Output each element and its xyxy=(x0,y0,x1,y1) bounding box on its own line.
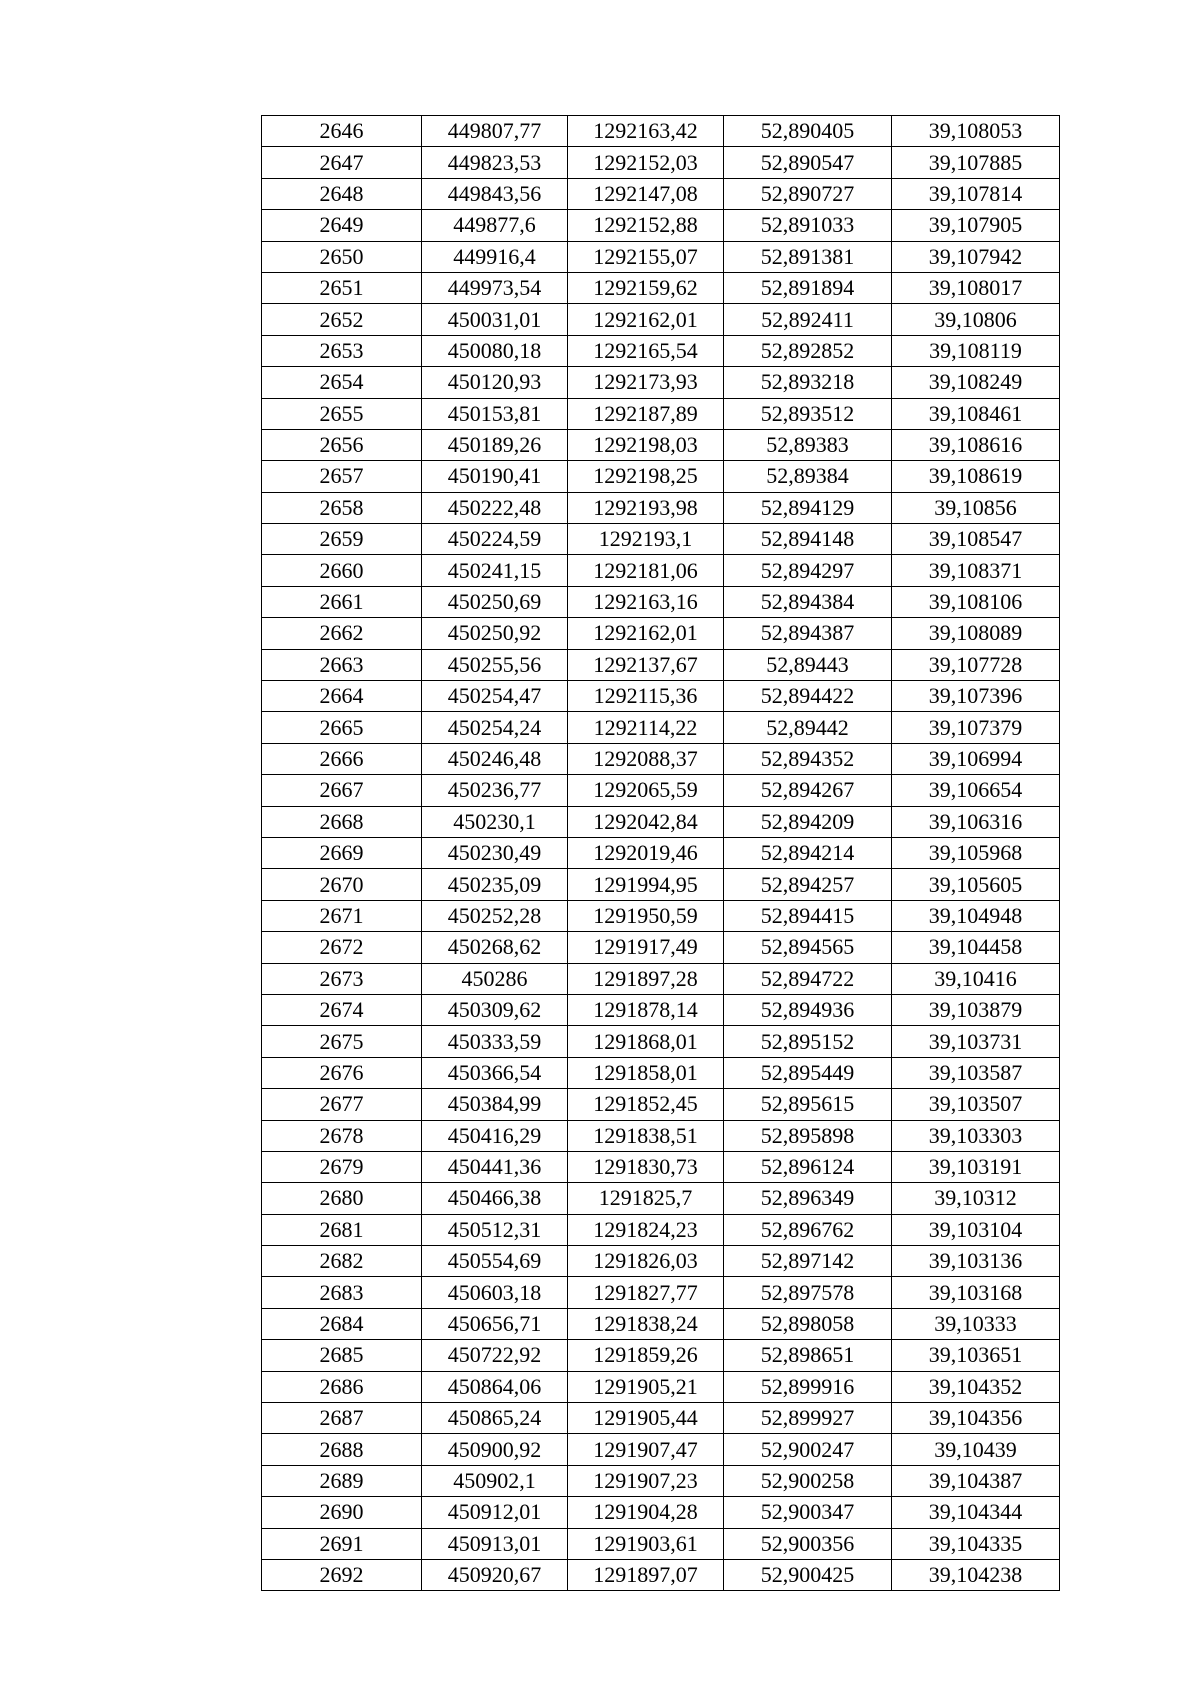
y-coordinate-cell: 1292155,07 xyxy=(568,241,724,272)
x-coordinate-cell: 450250,92 xyxy=(422,618,568,649)
latitude-cell: 52,894415 xyxy=(724,900,892,931)
y-coordinate-cell: 1292163,16 xyxy=(568,586,724,617)
longitude-cell: 39,103731 xyxy=(892,1026,1060,1057)
longitude-cell: 39,108119 xyxy=(892,335,1060,366)
longitude-cell: 39,104344 xyxy=(892,1497,1060,1528)
longitude-cell: 39,108106 xyxy=(892,586,1060,617)
longitude-cell: 39,108249 xyxy=(892,367,1060,398)
latitude-cell: 52,89442 xyxy=(724,712,892,743)
latitude-cell: 52,900347 xyxy=(724,1497,892,1528)
x-coordinate-cell: 450333,59 xyxy=(422,1026,568,1057)
longitude-cell: 39,10416 xyxy=(892,963,1060,994)
latitude-cell: 52,894129 xyxy=(724,492,892,523)
y-coordinate-cell: 1292114,22 xyxy=(568,712,724,743)
latitude-cell: 52,900425 xyxy=(724,1559,892,1590)
latitude-cell: 52,892411 xyxy=(724,304,892,335)
latitude-cell: 52,890727 xyxy=(724,178,892,209)
point-number-cell: 2670 xyxy=(262,869,422,900)
table-row xyxy=(262,743,1060,774)
x-coordinate-cell: 450900,92 xyxy=(422,1434,568,1465)
longitude-cell: 39,106654 xyxy=(892,775,1060,806)
latitude-cell: 52,890547 xyxy=(724,147,892,178)
longitude-cell: 39,107814 xyxy=(892,178,1060,209)
latitude-cell: 52,894936 xyxy=(724,994,892,1025)
point-number-cell: 2677 xyxy=(262,1089,422,1120)
table-row xyxy=(262,1214,1060,1245)
latitude-cell: 52,896349 xyxy=(724,1183,892,1214)
table-row xyxy=(262,555,1060,586)
table-row xyxy=(262,1371,1060,1402)
longitude-cell: 39,108017 xyxy=(892,272,1060,303)
point-number-cell: 2664 xyxy=(262,681,422,712)
y-coordinate-cell: 1292187,89 xyxy=(568,398,724,429)
y-coordinate-cell: 1291903,61 xyxy=(568,1528,724,1559)
x-coordinate-cell: 450466,38 xyxy=(422,1183,568,1214)
x-coordinate-cell: 450254,47 xyxy=(422,681,568,712)
latitude-cell: 52,894267 xyxy=(724,775,892,806)
table-row xyxy=(262,178,1060,209)
longitude-cell: 39,10333 xyxy=(892,1308,1060,1339)
point-number-cell: 2686 xyxy=(262,1371,422,1402)
point-number-cell: 2685 xyxy=(262,1340,422,1371)
y-coordinate-cell: 1292173,93 xyxy=(568,367,724,398)
longitude-cell: 39,104352 xyxy=(892,1371,1060,1402)
longitude-cell: 39,107905 xyxy=(892,210,1060,241)
longitude-cell: 39,103104 xyxy=(892,1214,1060,1245)
y-coordinate-cell: 1291904,28 xyxy=(568,1497,724,1528)
x-coordinate-cell: 450865,24 xyxy=(422,1403,568,1434)
point-number-cell: 2684 xyxy=(262,1308,422,1339)
longitude-cell: 39,104335 xyxy=(892,1528,1060,1559)
longitude-cell: 39,108547 xyxy=(892,524,1060,555)
longitude-cell: 39,103587 xyxy=(892,1057,1060,1088)
point-number-cell: 2680 xyxy=(262,1183,422,1214)
longitude-cell: 39,106316 xyxy=(892,806,1060,837)
point-number-cell: 2666 xyxy=(262,743,422,774)
latitude-cell: 52,894297 xyxy=(724,555,892,586)
x-coordinate-cell: 450031,01 xyxy=(422,304,568,335)
y-coordinate-cell: 1291994,95 xyxy=(568,869,724,900)
y-coordinate-cell: 1292065,59 xyxy=(568,775,724,806)
latitude-cell: 52,895615 xyxy=(724,1089,892,1120)
x-coordinate-cell: 450309,62 xyxy=(422,994,568,1025)
table-row xyxy=(262,1246,1060,1277)
latitude-cell: 52,892852 xyxy=(724,335,892,366)
latitude-cell: 52,893218 xyxy=(724,367,892,398)
x-coordinate-cell: 449843,56 xyxy=(422,178,568,209)
table-row xyxy=(262,147,1060,178)
x-coordinate-cell: 450864,06 xyxy=(422,1371,568,1402)
x-coordinate-cell: 449916,4 xyxy=(422,241,568,272)
longitude-cell: 39,103136 xyxy=(892,1246,1060,1277)
y-coordinate-cell: 1292198,25 xyxy=(568,461,724,492)
longitude-cell: 39,104458 xyxy=(892,932,1060,963)
y-coordinate-cell: 1292152,88 xyxy=(568,210,724,241)
latitude-cell: 52,898058 xyxy=(724,1308,892,1339)
x-coordinate-cell: 450224,59 xyxy=(422,524,568,555)
x-coordinate-cell: 450512,31 xyxy=(422,1214,568,1245)
x-coordinate-cell: 450252,28 xyxy=(422,900,568,931)
x-coordinate-cell: 450250,69 xyxy=(422,586,568,617)
point-number-cell: 2652 xyxy=(262,304,422,335)
table-row xyxy=(262,398,1060,429)
table-row xyxy=(262,1559,1060,1590)
point-number-cell: 2665 xyxy=(262,712,422,743)
table-row xyxy=(262,1340,1060,1371)
x-coordinate-cell: 450236,77 xyxy=(422,775,568,806)
longitude-cell: 39,108461 xyxy=(892,398,1060,429)
y-coordinate-cell: 1291858,01 xyxy=(568,1057,724,1088)
y-coordinate-cell: 1291824,23 xyxy=(568,1214,724,1245)
y-coordinate-cell: 1292137,67 xyxy=(568,649,724,680)
longitude-cell: 39,107379 xyxy=(892,712,1060,743)
longitude-cell: 39,106994 xyxy=(892,743,1060,774)
y-coordinate-cell: 1292152,03 xyxy=(568,147,724,178)
latitude-cell: 52,895152 xyxy=(724,1026,892,1057)
point-number-cell: 2689 xyxy=(262,1465,422,1496)
longitude-cell: 39,10806 xyxy=(892,304,1060,335)
table-row xyxy=(262,116,1060,147)
point-number-cell: 2658 xyxy=(262,492,422,523)
latitude-cell: 52,900258 xyxy=(724,1465,892,1496)
table-row xyxy=(262,712,1060,743)
longitude-cell: 39,10312 xyxy=(892,1183,1060,1214)
latitude-cell: 52,894352 xyxy=(724,743,892,774)
point-number-cell: 2649 xyxy=(262,210,422,241)
longitude-cell: 39,108619 xyxy=(892,461,1060,492)
y-coordinate-cell: 1292193,98 xyxy=(568,492,724,523)
table-row xyxy=(262,304,1060,335)
y-coordinate-cell: 1291878,14 xyxy=(568,994,724,1025)
point-number-cell: 2673 xyxy=(262,963,422,994)
longitude-cell: 39,10856 xyxy=(892,492,1060,523)
latitude-cell: 52,897142 xyxy=(724,1246,892,1277)
latitude-cell: 52,899927 xyxy=(724,1403,892,1434)
longitude-cell: 39,107942 xyxy=(892,241,1060,272)
table-row xyxy=(262,1308,1060,1339)
table-row xyxy=(262,900,1060,931)
x-coordinate-cell: 450235,09 xyxy=(422,869,568,900)
longitude-cell: 39,103303 xyxy=(892,1120,1060,1151)
table-row xyxy=(262,1026,1060,1057)
latitude-cell: 52,900356 xyxy=(724,1528,892,1559)
y-coordinate-cell: 1292163,42 xyxy=(568,116,724,147)
x-coordinate-cell: 450189,26 xyxy=(422,429,568,460)
point-number-cell: 2668 xyxy=(262,806,422,837)
latitude-cell: 52,896762 xyxy=(724,1214,892,1245)
x-coordinate-cell: 450190,41 xyxy=(422,461,568,492)
latitude-cell: 52,897578 xyxy=(724,1277,892,1308)
point-number-cell: 2653 xyxy=(262,335,422,366)
table-row xyxy=(262,869,1060,900)
y-coordinate-cell: 1291897,07 xyxy=(568,1559,724,1590)
point-number-cell: 2669 xyxy=(262,837,422,868)
point-number-cell: 2656 xyxy=(262,429,422,460)
point-number-cell: 2654 xyxy=(262,367,422,398)
point-number-cell: 2661 xyxy=(262,586,422,617)
y-coordinate-cell: 1291905,44 xyxy=(568,1403,724,1434)
latitude-cell: 52,899916 xyxy=(724,1371,892,1402)
longitude-cell: 39,107728 xyxy=(892,649,1060,680)
point-number-cell: 2683 xyxy=(262,1277,422,1308)
point-number-cell: 2687 xyxy=(262,1403,422,1434)
table-row xyxy=(262,649,1060,680)
table-row xyxy=(262,963,1060,994)
point-number-cell: 2657 xyxy=(262,461,422,492)
table-row xyxy=(262,994,1060,1025)
table-row xyxy=(262,1465,1060,1496)
latitude-cell: 52,894209 xyxy=(724,806,892,837)
y-coordinate-cell: 1291838,51 xyxy=(568,1120,724,1151)
point-number-cell: 2692 xyxy=(262,1559,422,1590)
longitude-cell: 39,104948 xyxy=(892,900,1060,931)
x-coordinate-cell: 450246,48 xyxy=(422,743,568,774)
coordinates-table xyxy=(261,115,1060,1591)
y-coordinate-cell: 1292019,46 xyxy=(568,837,724,868)
x-coordinate-cell: 450230,1 xyxy=(422,806,568,837)
y-coordinate-cell: 1291868,01 xyxy=(568,1026,724,1057)
table-row xyxy=(262,241,1060,272)
x-coordinate-cell: 450255,56 xyxy=(422,649,568,680)
longitude-cell: 39,103507 xyxy=(892,1089,1060,1120)
x-coordinate-cell: 449877,6 xyxy=(422,210,568,241)
table-row xyxy=(262,367,1060,398)
y-coordinate-cell: 1291830,73 xyxy=(568,1151,724,1182)
y-coordinate-cell: 1291897,28 xyxy=(568,963,724,994)
latitude-cell: 52,898651 xyxy=(724,1340,892,1371)
table-row xyxy=(262,1528,1060,1559)
latitude-cell: 52,891033 xyxy=(724,210,892,241)
point-number-cell: 2647 xyxy=(262,147,422,178)
x-coordinate-cell: 450722,92 xyxy=(422,1340,568,1371)
point-number-cell: 2660 xyxy=(262,555,422,586)
latitude-cell: 52,893512 xyxy=(724,398,892,429)
y-coordinate-cell: 1292147,08 xyxy=(568,178,724,209)
table-row xyxy=(262,461,1060,492)
longitude-cell: 39,105968 xyxy=(892,837,1060,868)
table-row xyxy=(262,586,1060,617)
y-coordinate-cell: 1291950,59 xyxy=(568,900,724,931)
longitude-cell: 39,103651 xyxy=(892,1340,1060,1371)
latitude-cell: 52,894387 xyxy=(724,618,892,649)
table-row xyxy=(262,1497,1060,1528)
x-coordinate-cell: 450902,1 xyxy=(422,1465,568,1496)
table-row xyxy=(262,932,1060,963)
x-coordinate-cell: 450120,93 xyxy=(422,367,568,398)
table-row xyxy=(262,1120,1060,1151)
table-row xyxy=(262,429,1060,460)
y-coordinate-cell: 1292165,54 xyxy=(568,335,724,366)
table-row xyxy=(262,806,1060,837)
y-coordinate-cell: 1292042,84 xyxy=(568,806,724,837)
point-number-cell: 2646 xyxy=(262,116,422,147)
point-number-cell: 2681 xyxy=(262,1214,422,1245)
x-coordinate-cell: 450920,67 xyxy=(422,1559,568,1590)
point-number-cell: 2682 xyxy=(262,1246,422,1277)
point-number-cell: 2655 xyxy=(262,398,422,429)
y-coordinate-cell: 1292162,01 xyxy=(568,618,724,649)
x-coordinate-cell: 450254,24 xyxy=(422,712,568,743)
longitude-cell: 39,108616 xyxy=(892,429,1060,460)
latitude-cell: 52,891381 xyxy=(724,241,892,272)
point-number-cell: 2691 xyxy=(262,1528,422,1559)
latitude-cell: 52,894214 xyxy=(724,837,892,868)
y-coordinate-cell: 1292198,03 xyxy=(568,429,724,460)
y-coordinate-cell: 1291838,24 xyxy=(568,1308,724,1339)
table-row xyxy=(262,775,1060,806)
y-coordinate-cell: 1292193,1 xyxy=(568,524,724,555)
y-coordinate-cell: 1292115,36 xyxy=(568,681,724,712)
point-number-cell: 2675 xyxy=(262,1026,422,1057)
longitude-cell: 39,103191 xyxy=(892,1151,1060,1182)
x-coordinate-cell: 450222,48 xyxy=(422,492,568,523)
latitude-cell: 52,89443 xyxy=(724,649,892,680)
table-row xyxy=(262,492,1060,523)
point-number-cell: 2678 xyxy=(262,1120,422,1151)
longitude-cell: 39,108089 xyxy=(892,618,1060,649)
y-coordinate-cell: 1291907,47 xyxy=(568,1434,724,1465)
point-number-cell: 2671 xyxy=(262,900,422,931)
x-coordinate-cell: 450153,81 xyxy=(422,398,568,429)
latitude-cell: 52,891894 xyxy=(724,272,892,303)
table-row xyxy=(262,272,1060,303)
point-number-cell: 2688 xyxy=(262,1434,422,1465)
x-coordinate-cell: 450656,71 xyxy=(422,1308,568,1339)
x-coordinate-cell: 449823,53 xyxy=(422,147,568,178)
x-coordinate-cell: 450554,69 xyxy=(422,1246,568,1277)
latitude-cell: 52,895449 xyxy=(724,1057,892,1088)
table-row xyxy=(262,1277,1060,1308)
table-row xyxy=(262,210,1060,241)
longitude-cell: 39,108053 xyxy=(892,116,1060,147)
y-coordinate-cell: 1292159,62 xyxy=(568,272,724,303)
x-coordinate-cell: 449807,77 xyxy=(422,116,568,147)
y-coordinate-cell: 1291905,21 xyxy=(568,1371,724,1402)
table-row xyxy=(262,1183,1060,1214)
latitude-cell: 52,89383 xyxy=(724,429,892,460)
x-coordinate-cell: 450912,01 xyxy=(422,1497,568,1528)
latitude-cell: 52,895898 xyxy=(724,1120,892,1151)
y-coordinate-cell: 1291827,77 xyxy=(568,1277,724,1308)
latitude-cell: 52,894257 xyxy=(724,869,892,900)
longitude-cell: 39,108371 xyxy=(892,555,1060,586)
y-coordinate-cell: 1291917,49 xyxy=(568,932,724,963)
latitude-cell: 52,890405 xyxy=(724,116,892,147)
x-coordinate-cell: 450416,29 xyxy=(422,1120,568,1151)
point-number-cell: 2662 xyxy=(262,618,422,649)
latitude-cell: 52,894565 xyxy=(724,932,892,963)
x-coordinate-cell: 450441,36 xyxy=(422,1151,568,1182)
x-coordinate-cell: 450384,99 xyxy=(422,1089,568,1120)
table-row xyxy=(262,524,1060,555)
table-row xyxy=(262,837,1060,868)
point-number-cell: 2676 xyxy=(262,1057,422,1088)
x-coordinate-cell: 450366,54 xyxy=(422,1057,568,1088)
coordinates-table-body xyxy=(262,116,1060,1591)
table-row xyxy=(262,1057,1060,1088)
point-number-cell: 2659 xyxy=(262,524,422,555)
x-coordinate-cell: 450080,18 xyxy=(422,335,568,366)
x-coordinate-cell: 450241,15 xyxy=(422,555,568,586)
table-row xyxy=(262,1434,1060,1465)
point-number-cell: 2690 xyxy=(262,1497,422,1528)
x-coordinate-cell: 450230,49 xyxy=(422,837,568,868)
table-row xyxy=(262,1089,1060,1120)
y-coordinate-cell: 1291859,26 xyxy=(568,1340,724,1371)
x-coordinate-cell: 450268,62 xyxy=(422,932,568,963)
y-coordinate-cell: 1292162,01 xyxy=(568,304,724,335)
latitude-cell: 52,896124 xyxy=(724,1151,892,1182)
y-coordinate-cell: 1291825,7 xyxy=(568,1183,724,1214)
x-coordinate-cell: 450603,18 xyxy=(422,1277,568,1308)
longitude-cell: 39,104238 xyxy=(892,1559,1060,1590)
longitude-cell: 39,105605 xyxy=(892,869,1060,900)
table-row xyxy=(262,335,1060,366)
latitude-cell: 52,89384 xyxy=(724,461,892,492)
table-row xyxy=(262,618,1060,649)
y-coordinate-cell: 1292181,06 xyxy=(568,555,724,586)
latitude-cell: 52,900247 xyxy=(724,1434,892,1465)
longitude-cell: 39,107396 xyxy=(892,681,1060,712)
point-number-cell: 2648 xyxy=(262,178,422,209)
point-number-cell: 2667 xyxy=(262,775,422,806)
x-coordinate-cell: 450913,01 xyxy=(422,1528,568,1559)
longitude-cell: 39,107885 xyxy=(892,147,1060,178)
point-number-cell: 2663 xyxy=(262,649,422,680)
latitude-cell: 52,894422 xyxy=(724,681,892,712)
longitude-cell: 39,103168 xyxy=(892,1277,1060,1308)
table-row xyxy=(262,1151,1060,1182)
y-coordinate-cell: 1291907,23 xyxy=(568,1465,724,1496)
longitude-cell: 39,10439 xyxy=(892,1434,1060,1465)
point-number-cell: 2674 xyxy=(262,994,422,1025)
point-number-cell: 2679 xyxy=(262,1151,422,1182)
x-coordinate-cell: 450286 xyxy=(422,963,568,994)
longitude-cell: 39,104387 xyxy=(892,1465,1060,1496)
x-coordinate-cell: 449973,54 xyxy=(422,272,568,303)
point-number-cell: 2651 xyxy=(262,272,422,303)
y-coordinate-cell: 1291852,45 xyxy=(568,1089,724,1120)
table-row xyxy=(262,681,1060,712)
table-row xyxy=(262,1403,1060,1434)
longitude-cell: 39,104356 xyxy=(892,1403,1060,1434)
point-number-cell: 2650 xyxy=(262,241,422,272)
point-number-cell: 2672 xyxy=(262,932,422,963)
longitude-cell: 39,103879 xyxy=(892,994,1060,1025)
y-coordinate-cell: 1292088,37 xyxy=(568,743,724,774)
latitude-cell: 52,894148 xyxy=(724,524,892,555)
y-coordinate-cell: 1291826,03 xyxy=(568,1246,724,1277)
latitude-cell: 52,894384 xyxy=(724,586,892,617)
latitude-cell: 52,894722 xyxy=(724,963,892,994)
